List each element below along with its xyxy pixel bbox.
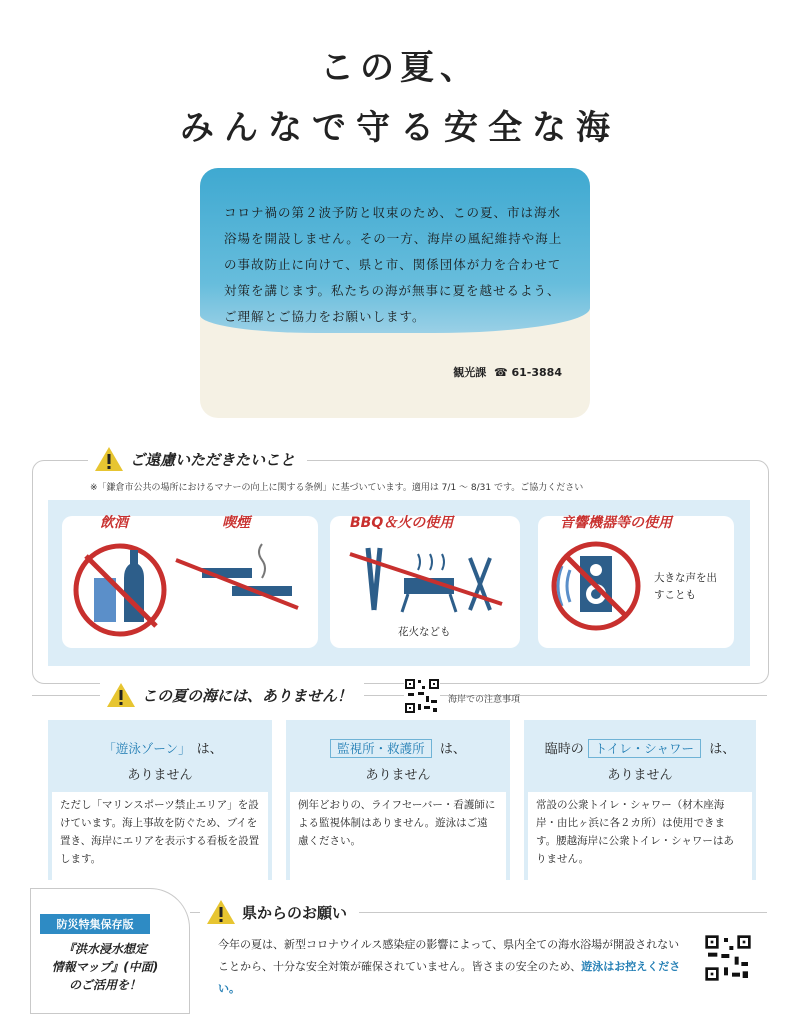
disaster-line-1: 『洪水浸水想定 [62,942,147,956]
intro-text: コロナ禍の第２波予防と収束のため、この夏、市は海水浴場を開設しません。その一方、海岸の風紀維持や海上の事故防止に向けて、県と市、関係団体が力を合わせて対策を講じます。私たちの海が無事に夏を越せるよう、ご理解とご協力をお願いします。 [224,205,563,324]
qr-caption: 海岸での注意事項 [448,695,521,705]
info-card-1-title: 「遊泳ゾーン」 は、 [48,738,272,757]
section3-emphasis: 遊泳はお控えください。 [218,960,681,995]
disaster-line-3: のご活用を！ [68,978,141,992]
label-smoking: 喫煙 [222,515,250,531]
section3-heading: 県からのお願い [236,902,353,923]
bbq-sub: 花火なども [398,626,451,638]
disaster-line-2: 情報マップ』(中面) [51,960,159,974]
contact-phone: ☎ 61-3884 [493,366,562,379]
label-drinking: 飲酒 [100,515,128,531]
section1-header [88,446,307,472]
no-bbq-icon [346,538,506,618]
warning-icon [206,899,236,925]
title-line-2: みんなで守る安全な海 [180,108,620,148]
contact-dept: 観光課 [453,366,487,379]
no-drinking-smoking-icon [72,538,302,638]
label-bbq: BBQ＆火の使用 [350,515,454,531]
disaster-map-promo[interactable] [30,888,190,1013]
warning-icon [106,682,136,708]
info-card-3-text: 常設の公衆トイレ・シャワー（材木座海岸・由比ヶ浜に各２カ所）は使用できます。腰越海岸に公衆トイレ・シャワーはありません。 [528,792,752,880]
disaster-badge: 防災特集保存版 [40,914,150,934]
section3-header [200,899,359,925]
section3-body [218,934,688,1000]
intro-box [200,168,590,418]
section3-text: 今年の夏は、新型コロナウイルス感染症の影響によって、県内全ての海水浴場が開設されないことから、十分な安全対策が確保されていません。皆さまの安全のため、 [218,938,680,973]
section2-heading: この夏の海には、ありません！ [136,685,358,706]
warning-icon [94,446,124,472]
info-card-1-line2: ありません [127,768,193,783]
info-card-1-tag: 「遊泳ゾーン」 [103,741,191,756]
title-line-1: この夏、 [320,48,480,88]
info-card-2-tag: 監視所・救護所 [330,739,432,758]
section2-header [100,682,364,708]
disaster-title [40,940,170,994]
info-card-3-line2: ありません [607,768,673,783]
qr-code-icon[interactable] [704,934,752,982]
label-audio: 音響機器等の使用 [560,515,672,531]
info-card-2-title: 監視所・救護所 は、 [286,738,510,757]
audio-sub: 大きな声を出すことも [654,572,717,601]
no-audio-icon [550,540,642,632]
info-card-1-text: ただし「マリンスポーツ禁止エリア」を設けています。海上事故を防ぐため、ブイを置き、海岸にエリアを表示する看板を設置します。 [52,792,268,880]
intro-contact [453,364,562,380]
info-card-3-title: 臨時の トイレ・シャワー は、 [544,741,736,757]
section1-heading: ご遠慮いただきたいこと [124,449,301,470]
qr-code-icon[interactable] [404,678,440,714]
info-card-2-text: 例年どおりの、ライフセーバー・看護師による監視体制はありません。遊泳はご遠慮ください。 [290,792,506,880]
info-card-3-tag: トイレ・シャワー [588,739,701,758]
section1-note: ※「鎌倉市公共の場所におけるマナーの向上に関する条例」に基づいています。適用は 7/1 〜 8/31 です。ご協力ください [90,483,584,493]
info-card-2-line2: ありません [365,768,431,783]
